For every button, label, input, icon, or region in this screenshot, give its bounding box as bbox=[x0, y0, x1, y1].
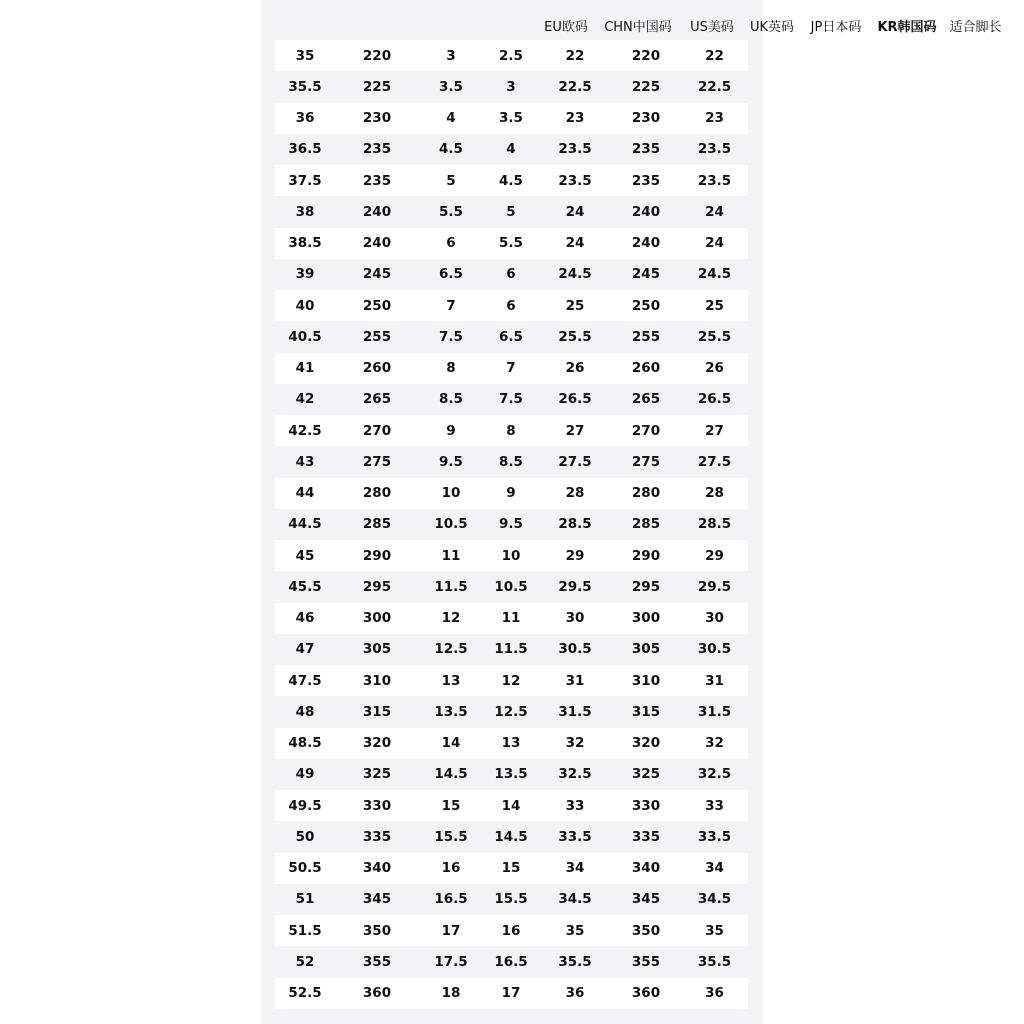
cell-uk-size: 12 bbox=[501, 672, 521, 689]
cell-chn-size: 295 bbox=[362, 578, 392, 595]
cell-us-size: 4.5 bbox=[439, 141, 463, 158]
cell-foot-length: 29.5 bbox=[697, 578, 732, 595]
cell-chn-size: 360 bbox=[362, 985, 392, 1002]
cell-foot-length: 27 bbox=[705, 422, 724, 439]
cell-eu-size: 52.5 bbox=[288, 985, 322, 1002]
cell-uk-size: 11 bbox=[501, 610, 521, 627]
cell-chn-size: 355 bbox=[362, 953, 392, 970]
cell-eu-size: 45.5 bbox=[288, 578, 322, 595]
cell-uk-size: 12.5 bbox=[494, 703, 528, 720]
cell-jp-size: 31.5 bbox=[558, 703, 592, 720]
cell-us-size: 3 bbox=[446, 47, 456, 64]
cell-chn-size: 255 bbox=[362, 328, 392, 345]
table-row bbox=[275, 259, 748, 290]
header-kr: KR韩国码 bbox=[877, 19, 937, 35]
table-row bbox=[275, 790, 748, 821]
cell-eu-size: 47 bbox=[295, 641, 315, 658]
cell-uk-size: 11.5 bbox=[494, 641, 528, 658]
cell-kr-size: 280 bbox=[631, 485, 661, 502]
cell-uk-size: 9 bbox=[506, 485, 516, 502]
cell-uk-size: 6 bbox=[506, 266, 516, 283]
cell-uk-size: 8 bbox=[506, 422, 516, 439]
table-row bbox=[275, 509, 748, 540]
cell-us-size: 12 bbox=[441, 610, 461, 627]
header-jp: JP日本码 bbox=[810, 19, 862, 35]
cell-eu-size: 38 bbox=[295, 203, 315, 220]
cell-uk-size: 13 bbox=[501, 735, 521, 752]
cell-uk-size: 14.5 bbox=[494, 828, 528, 845]
table-row bbox=[275, 571, 748, 602]
cell-chn-size: 270 bbox=[362, 422, 392, 439]
table-header bbox=[536, 10, 1009, 40]
cell-kr-size: 345 bbox=[631, 891, 661, 908]
cell-eu-size: 46 bbox=[295, 610, 315, 627]
cell-kr-size: 295 bbox=[631, 578, 661, 595]
cell-jp-size: 33.5 bbox=[558, 828, 592, 845]
cell-foot-length: 22.5 bbox=[697, 78, 732, 95]
cell-jp-size: 23.5 bbox=[558, 172, 592, 189]
cell-kr-size: 310 bbox=[631, 672, 661, 689]
cell-foot-length: 30 bbox=[705, 610, 724, 627]
cell-chn-size: 220 bbox=[362, 47, 392, 64]
cell-uk-size: 15.5 bbox=[494, 891, 528, 908]
table-row bbox=[275, 884, 748, 915]
cell-us-size: 6.5 bbox=[439, 266, 463, 283]
cell-foot-length: 34 bbox=[705, 860, 724, 877]
cell-kr-size: 255 bbox=[631, 328, 661, 345]
cell-kr-size: 275 bbox=[631, 453, 661, 470]
cell-jp-size: 22 bbox=[565, 47, 585, 64]
cell-jp-size: 28 bbox=[565, 485, 585, 502]
cell-foot-length: 26 bbox=[705, 360, 724, 377]
table-row bbox=[275, 603, 748, 634]
cell-foot-length: 31 bbox=[705, 672, 724, 689]
cell-foot-length: 24 bbox=[705, 235, 724, 252]
cell-kr-size: 265 bbox=[631, 391, 661, 408]
cell-eu-size: 51 bbox=[295, 891, 315, 908]
cell-chn-size: 320 bbox=[362, 735, 392, 752]
cell-kr-size: 250 bbox=[631, 297, 661, 314]
cell-chn-size: 310 bbox=[362, 672, 392, 689]
cell-kr-size: 240 bbox=[631, 235, 661, 252]
cell-us-size: 16.5 bbox=[434, 891, 468, 908]
cell-jp-size: 27.5 bbox=[558, 453, 592, 470]
cell-eu-size: 36 bbox=[295, 110, 315, 127]
cell-chn-size: 345 bbox=[362, 891, 392, 908]
cell-eu-size: 35 bbox=[295, 47, 315, 64]
table-row bbox=[275, 165, 748, 196]
cell-uk-size: 3.5 bbox=[499, 110, 523, 127]
cell-foot-length: 28 bbox=[705, 485, 724, 502]
cell-jp-size: 26 bbox=[565, 360, 585, 377]
table-row bbox=[275, 634, 748, 665]
cell-uk-size: 14 bbox=[501, 797, 521, 814]
cell-us-size: 13.5 bbox=[434, 703, 468, 720]
cell-us-size: 11.5 bbox=[434, 578, 468, 595]
cell-us-size: 17.5 bbox=[434, 953, 468, 970]
cell-foot-length: 25.5 bbox=[697, 328, 732, 345]
cell-chn-size: 235 bbox=[362, 172, 392, 189]
header-eu: EU欧码 bbox=[544, 19, 588, 35]
cell-kr-size: 305 bbox=[631, 641, 661, 658]
cell-eu-size: 40 bbox=[295, 297, 315, 314]
cell-kr-size: 235 bbox=[631, 172, 661, 189]
cell-uk-size: 8.5 bbox=[499, 453, 523, 470]
cell-kr-size: 325 bbox=[631, 766, 661, 783]
cell-jp-size: 24 bbox=[565, 235, 585, 252]
table-row bbox=[275, 446, 748, 477]
cell-chn-size: 230 bbox=[362, 110, 392, 127]
cell-jp-size: 30.5 bbox=[558, 641, 592, 658]
cell-uk-size: 10.5 bbox=[494, 578, 528, 595]
cell-us-size: 10 bbox=[441, 485, 461, 502]
header-chn: CHN中国码 bbox=[604, 19, 672, 35]
cell-chn-size: 280 bbox=[362, 485, 392, 502]
cell-foot-length: 27.5 bbox=[697, 453, 732, 470]
table-row bbox=[275, 759, 748, 790]
cell-kr-size: 355 bbox=[631, 953, 661, 970]
cell-chn-size: 350 bbox=[362, 922, 392, 939]
cell-us-size: 14.5 bbox=[434, 766, 468, 783]
cell-us-size: 10.5 bbox=[434, 516, 468, 533]
cell-chn-size: 240 bbox=[362, 203, 392, 220]
table-row bbox=[275, 540, 748, 571]
cell-eu-size: 48 bbox=[295, 703, 315, 720]
cell-eu-size: 49.5 bbox=[288, 797, 322, 814]
table-row bbox=[275, 384, 748, 415]
cell-uk-size: 4.5 bbox=[499, 172, 523, 189]
cell-jp-size: 35 bbox=[565, 922, 585, 939]
table-row bbox=[275, 353, 748, 384]
cell-jp-size: 34 bbox=[565, 860, 585, 877]
table-row bbox=[275, 71, 748, 102]
cell-us-size: 12.5 bbox=[434, 641, 468, 658]
cell-chn-size: 265 bbox=[362, 391, 392, 408]
cell-chn-size: 325 bbox=[362, 766, 392, 783]
cell-chn-size: 240 bbox=[362, 235, 392, 252]
table-row bbox=[275, 696, 748, 727]
cell-us-size: 15 bbox=[441, 797, 461, 814]
cell-foot-length: 23.5 bbox=[697, 172, 732, 189]
cell-foot-length: 35 bbox=[705, 922, 724, 939]
cell-eu-size: 44 bbox=[295, 485, 315, 502]
table-row bbox=[275, 915, 748, 946]
cell-uk-size: 9.5 bbox=[499, 516, 523, 533]
size-table-body bbox=[275, 40, 748, 1009]
cell-jp-size: 22.5 bbox=[558, 78, 592, 95]
cell-jp-size: 25.5 bbox=[558, 328, 592, 345]
cell-kr-size: 270 bbox=[631, 422, 661, 439]
cell-jp-size: 25 bbox=[565, 297, 585, 314]
cell-uk-size: 10 bbox=[501, 547, 521, 564]
table-row bbox=[275, 196, 748, 227]
cell-foot-length: 30.5 bbox=[697, 641, 732, 658]
cell-jp-size: 29.5 bbox=[558, 578, 592, 595]
table-row bbox=[275, 946, 748, 977]
cell-uk-size: 4 bbox=[506, 141, 516, 158]
cell-uk-size: 16 bbox=[501, 922, 521, 939]
cell-uk-size: 3 bbox=[506, 78, 516, 95]
cell-us-size: 5 bbox=[446, 172, 456, 189]
cell-eu-size: 48.5 bbox=[288, 735, 322, 752]
cell-jp-size: 33 bbox=[565, 797, 585, 814]
cell-uk-size: 17 bbox=[501, 985, 521, 1002]
cell-us-size: 18 bbox=[441, 985, 461, 1002]
cell-kr-size: 335 bbox=[631, 828, 661, 845]
cell-uk-size: 7 bbox=[506, 360, 516, 377]
cell-kr-size: 350 bbox=[631, 922, 661, 939]
table-row bbox=[275, 478, 748, 509]
cell-kr-size: 235 bbox=[631, 141, 661, 158]
cell-uk-size: 13.5 bbox=[494, 766, 528, 783]
cell-eu-size: 47.5 bbox=[288, 672, 322, 689]
cell-eu-size: 43 bbox=[295, 453, 315, 470]
cell-chn-size: 275 bbox=[362, 453, 392, 470]
cell-eu-size: 49 bbox=[295, 766, 315, 783]
cell-uk-size: 16.5 bbox=[494, 953, 528, 970]
cell-kr-size: 330 bbox=[631, 797, 661, 814]
cell-chn-size: 250 bbox=[362, 297, 392, 314]
cell-chn-size: 290 bbox=[362, 547, 392, 564]
table-row bbox=[275, 290, 748, 321]
table-row bbox=[275, 728, 748, 759]
header-us: US美码 bbox=[690, 19, 734, 35]
table-row bbox=[275, 228, 748, 259]
cell-us-size: 13 bbox=[441, 672, 461, 689]
cell-jp-size: 26.5 bbox=[558, 391, 592, 408]
cell-jp-size: 23 bbox=[565, 110, 585, 127]
cell-kr-size: 260 bbox=[631, 360, 661, 377]
cell-jp-size: 28.5 bbox=[558, 516, 592, 533]
cell-us-size: 7.5 bbox=[439, 328, 463, 345]
cell-us-size: 11 bbox=[441, 547, 461, 564]
table-row bbox=[275, 978, 748, 1009]
cell-foot-length: 24.5 bbox=[697, 266, 732, 283]
cell-uk-size: 7.5 bbox=[499, 391, 523, 408]
cell-foot-length: 36 bbox=[705, 985, 724, 1002]
cell-us-size: 14 bbox=[441, 735, 461, 752]
cell-us-size: 3.5 bbox=[439, 78, 463, 95]
cell-us-size: 8.5 bbox=[439, 391, 463, 408]
cell-eu-size: 36.5 bbox=[288, 141, 322, 158]
cell-foot-length: 34.5 bbox=[697, 891, 732, 908]
cell-foot-length: 24 bbox=[705, 203, 724, 220]
cell-us-size: 6 bbox=[446, 235, 456, 252]
cell-uk-size: 6.5 bbox=[499, 328, 523, 345]
header-foot-length: 适合脚长 bbox=[949, 19, 1002, 35]
cell-jp-size: 24 bbox=[565, 203, 585, 220]
table-row bbox=[275, 853, 748, 884]
cell-foot-length: 26.5 bbox=[697, 391, 732, 408]
cell-kr-size: 360 bbox=[631, 985, 661, 1002]
cell-foot-length: 35.5 bbox=[697, 953, 732, 970]
cell-us-size: 17 bbox=[441, 922, 461, 939]
cell-jp-size: 30 bbox=[565, 610, 585, 627]
cell-chn-size: 330 bbox=[362, 797, 392, 814]
cell-jp-size: 35.5 bbox=[558, 953, 592, 970]
cell-jp-size: 24.5 bbox=[558, 266, 592, 283]
cell-kr-size: 290 bbox=[631, 547, 661, 564]
cell-eu-size: 35.5 bbox=[288, 78, 322, 95]
cell-us-size: 7 bbox=[446, 297, 456, 314]
cell-jp-size: 23.5 bbox=[558, 141, 592, 158]
table-row bbox=[275, 103, 748, 134]
cell-jp-size: 34.5 bbox=[558, 891, 592, 908]
cell-chn-size: 340 bbox=[362, 860, 392, 877]
cell-eu-size: 41 bbox=[295, 360, 315, 377]
cell-kr-size: 220 bbox=[631, 47, 661, 64]
table-row bbox=[275, 665, 748, 696]
cell-eu-size: 40.5 bbox=[288, 328, 322, 345]
cell-foot-length: 31.5 bbox=[697, 703, 732, 720]
cell-jp-size: 27 bbox=[565, 422, 585, 439]
cell-us-size: 4 bbox=[446, 110, 456, 127]
table-row bbox=[275, 321, 748, 352]
cell-foot-length: 33.5 bbox=[697, 828, 732, 845]
table-row bbox=[275, 821, 748, 852]
cell-eu-size: 39 bbox=[295, 266, 315, 283]
header-uk: UK英码 bbox=[749, 19, 795, 35]
cell-kr-size: 340 bbox=[631, 860, 661, 877]
cell-jp-size: 32 bbox=[565, 735, 585, 752]
cell-eu-size: 45 bbox=[295, 547, 315, 564]
cell-eu-size: 37.5 bbox=[288, 172, 322, 189]
cell-eu-size: 42 bbox=[295, 391, 315, 408]
cell-foot-length: 28.5 bbox=[697, 516, 732, 533]
cell-uk-size: 5.5 bbox=[499, 235, 523, 252]
cell-eu-size: 52 bbox=[295, 953, 315, 970]
table-row bbox=[275, 40, 748, 71]
cell-jp-size: 29 bbox=[565, 547, 585, 564]
cell-us-size: 9.5 bbox=[439, 453, 463, 470]
cell-chn-size: 245 bbox=[362, 266, 392, 283]
cell-kr-size: 285 bbox=[631, 516, 661, 533]
cell-foot-length: 32.5 bbox=[697, 766, 732, 783]
cell-uk-size: 6 bbox=[506, 297, 516, 314]
cell-us-size: 9 bbox=[446, 422, 456, 439]
cell-foot-length: 25 bbox=[705, 297, 724, 314]
cell-eu-size: 44.5 bbox=[288, 516, 322, 533]
cell-foot-length: 22 bbox=[705, 47, 724, 64]
cell-eu-size: 38.5 bbox=[288, 235, 322, 252]
cell-eu-size: 42.5 bbox=[288, 422, 322, 439]
cell-kr-size: 315 bbox=[631, 703, 661, 720]
cell-chn-size: 260 bbox=[362, 360, 392, 377]
cell-kr-size: 230 bbox=[631, 110, 661, 127]
cell-chn-size: 285 bbox=[362, 516, 392, 533]
cell-eu-size: 51.5 bbox=[288, 922, 322, 939]
cell-chn-size: 235 bbox=[362, 141, 392, 158]
cell-kr-size: 225 bbox=[631, 78, 661, 95]
cell-chn-size: 225 bbox=[362, 78, 392, 95]
cell-chn-size: 300 bbox=[362, 610, 392, 627]
cell-us-size: 5.5 bbox=[439, 203, 463, 220]
cell-chn-size: 335 bbox=[362, 828, 392, 845]
cell-kr-size: 240 bbox=[631, 203, 661, 220]
cell-foot-length: 23 bbox=[705, 110, 724, 127]
cell-chn-size: 315 bbox=[362, 703, 392, 720]
cell-uk-size: 5 bbox=[506, 203, 516, 220]
cell-jp-size: 36 bbox=[565, 985, 585, 1002]
cell-chn-size: 305 bbox=[362, 641, 392, 658]
cell-uk-size: 2.5 bbox=[499, 47, 523, 64]
cell-us-size: 8 bbox=[446, 360, 456, 377]
table-row bbox=[275, 134, 748, 165]
cell-foot-length: 29 bbox=[705, 547, 724, 564]
cell-us-size: 16 bbox=[441, 860, 461, 877]
cell-uk-size: 15 bbox=[501, 860, 521, 877]
cell-jp-size: 32.5 bbox=[558, 766, 592, 783]
cell-foot-length: 23.5 bbox=[697, 141, 732, 158]
table-row bbox=[275, 415, 748, 446]
cell-foot-length: 32 bbox=[705, 735, 724, 752]
cell-kr-size: 245 bbox=[631, 266, 661, 283]
cell-eu-size: 50 bbox=[295, 828, 315, 845]
cell-eu-size: 50.5 bbox=[288, 860, 322, 877]
cell-us-size: 15.5 bbox=[434, 828, 468, 845]
cell-foot-length: 33 bbox=[705, 797, 724, 814]
cell-jp-size: 31 bbox=[565, 672, 585, 689]
cell-kr-size: 320 bbox=[631, 735, 661, 752]
cell-kr-size: 300 bbox=[631, 610, 661, 627]
